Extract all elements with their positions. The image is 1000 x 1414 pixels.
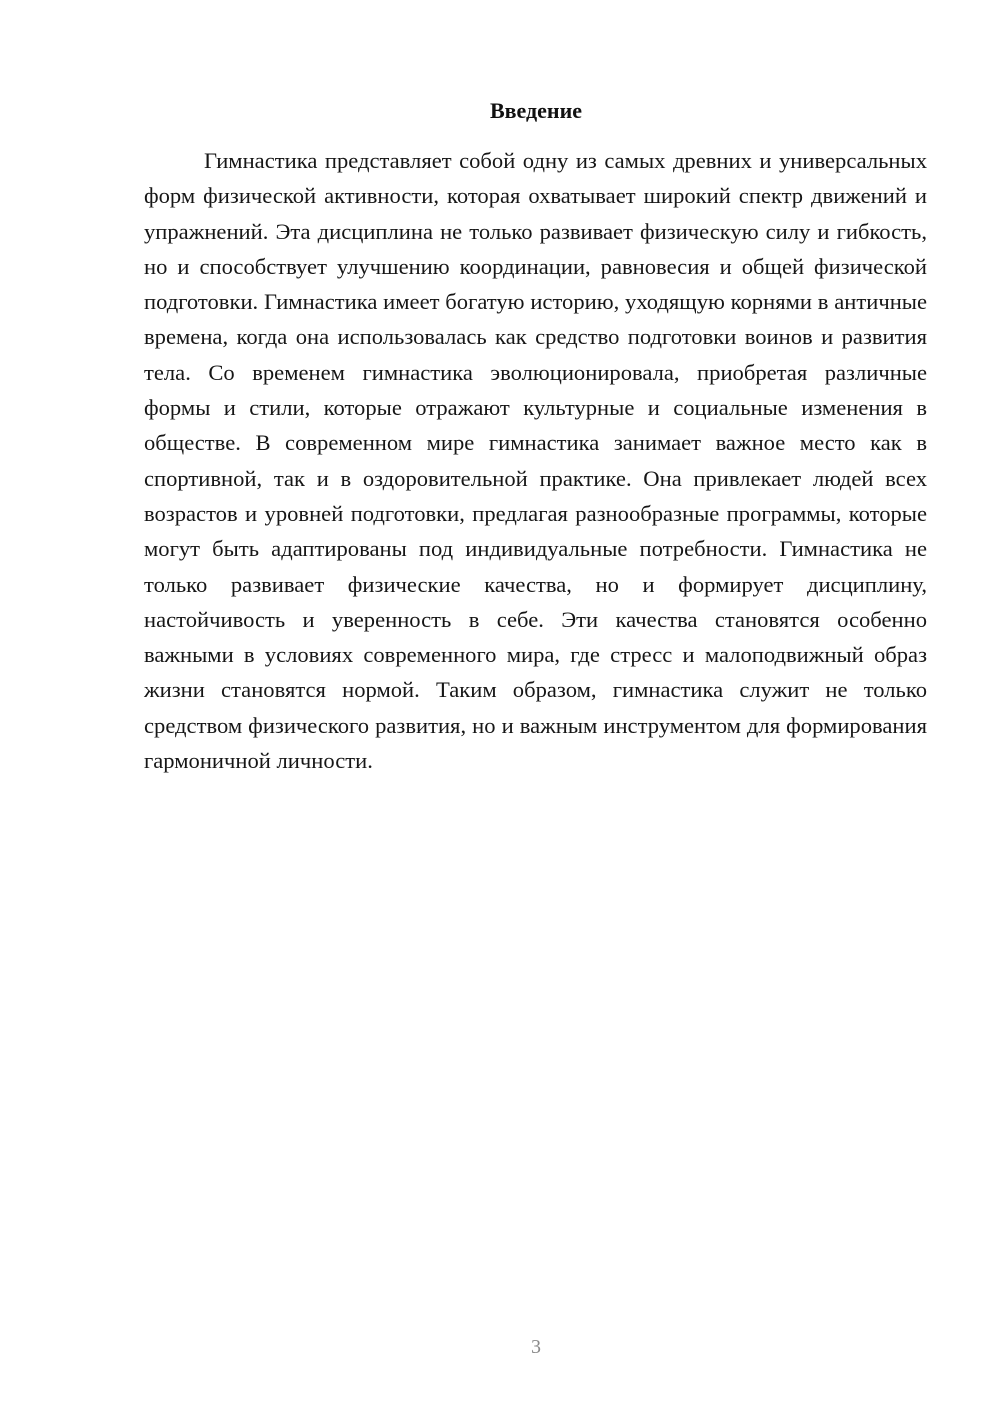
body-paragraph: Гимнастика представляет собой одну из самых древних и универсальных форм физической активности, которая охватывает широкий спектр движений и упражнений. Эта дисциплина не только развивает физическую силу и гибкость, но и способствует улучшению координации, равновесия и общей физической подготовки. Гимнастика имеет богатую историю, уходящую корнями в античные времена, когда она использовалась как средство подготовки воинов и развития тела. Со временем гимнастика эволюционировала, приобретая различные формы и стили, которые отражают культурные и социальные изменения в обществе. В современном мире гимнастика занимает важное место как в спортивной, так и в оздоровительной практике. Она привлекает людей всех возрастов и уровней подготовки, предлагая разнообразные программы, которые могут быть адаптированы под индивидуальные потребности. Гимнастика не только развивает физические качества, но и формирует дисциплину, настойчивость и уверенность в себе. Эти качества становятся особенно важными в условиях современного мира, где стресс и малоподвижный образ жизни становятся нормой. Таким образом, гимнастика служит не только средством физического развития, но и важным инструментом для формирования гармоничной личности.: [144, 148, 927, 774]
section-heading: Введение: [489, 98, 583, 123]
page-number: 3: [531, 1336, 541, 1358]
